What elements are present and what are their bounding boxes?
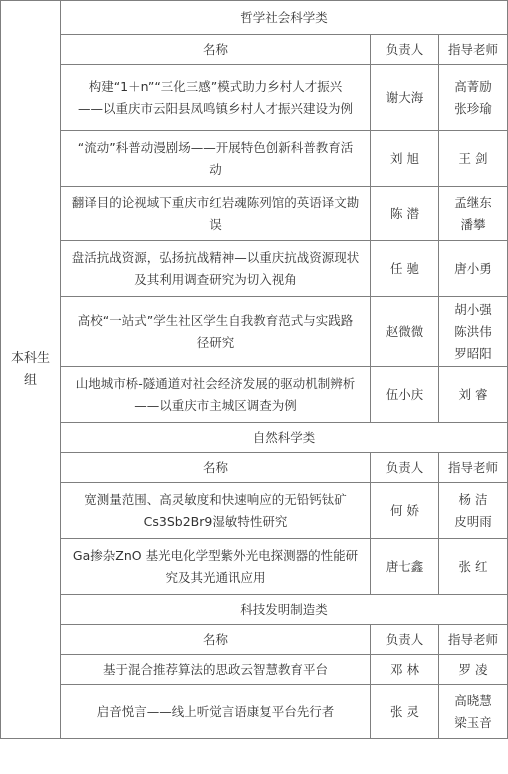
project-name-line: 构建“1＋n”“三化三感”模式助力乡村人才振兴 [88,78,343,94]
advisor-cell [439,65,508,131]
project-leader: 唐七鑫 [371,539,439,595]
table-row [1,655,508,685]
project-name-line: ——以重庆市云阳县凤鸣镇乡村人才振兴建设为例 [77,100,353,116]
section-title: 自然科学类 [61,423,508,453]
table-row [1,131,508,187]
section-title-row [1,1,508,35]
header-name: 名称 [61,625,371,655]
advisor-cell [439,655,508,685]
project-leader: 任 驰 [371,241,439,297]
advisor-cell [439,297,508,367]
section-title: 科技发明制造类 [61,595,508,625]
header-person: 负责人 [371,625,439,655]
project-name-line: ——以重庆市主城区调查为例 [134,397,297,413]
project-name-line: 高校“一站式”学生社区学生自我教育范式与实践路 [77,312,354,328]
advisor-name: 潘攀 [460,216,486,232]
project-name-cell [61,241,371,297]
header-person: 负责人 [371,453,439,483]
project-name-line: 径研究 [196,334,235,350]
section-title-row [1,595,508,625]
advisor-name: 王 剑 [458,150,488,166]
table-row [1,539,508,595]
project-name-line: 山地城市桥-隧通道对社会经济发展的驱动机制辨析 [75,375,356,391]
project-leader: 伍小庆 [371,367,439,423]
table-row [1,483,508,539]
project-name-cell [61,297,371,367]
header-name: 名称 [61,453,371,483]
project-name-cell [61,131,371,187]
header-advisor: 指导老师 [439,35,508,65]
project-name-cell [61,685,371,739]
header-person: 负责人 [371,35,439,65]
project-name-cell [61,539,371,595]
project-name-line: 误 [209,216,222,232]
advisor-name: 胡小强 [454,301,492,317]
advisor-name: 孟继东 [454,194,492,210]
section-title-row [1,423,508,453]
advisor-name: 刘 睿 [458,386,488,402]
advisor-name: 杨 洁 [458,491,488,507]
advisor-name: 高菁励 [454,78,492,94]
project-name-cell [61,655,371,685]
header-advisor: 指导老师 [439,453,508,483]
project-name-line: Cs3Sb2Br9湿敏特性研究 [143,513,288,529]
project-leader: 谢大海 [371,65,439,131]
advisor-name: 皮明雨 [454,513,492,529]
advisor-cell [439,483,508,539]
advisor-name: 罗 凌 [458,661,488,677]
table-row [1,685,508,739]
table-row [1,65,508,131]
project-name-line: “流动”科普动漫剧场——开展特色创新科普教育活 [77,139,354,155]
project-leader: 邓 林 [371,655,439,685]
advisor-name: 高晓慧 [454,692,492,708]
advisor-name: 张珍瑜 [454,100,492,116]
advisor-name: 梁玉音 [454,714,492,730]
project-name-line: 动 [209,161,222,177]
advisor-cell [439,685,508,739]
project-name-cell [61,65,371,131]
group-label-cell [1,1,61,739]
project-name-line: 盘活抗战资源，弘扬抗战精神—以重庆抗战资源现状 [71,249,360,265]
advisor-cell [439,367,508,423]
project-name-line: Ga掺杂ZnO 基光电化学型紫外光电探测器的性能研 [72,547,359,563]
group-label: 本科生组 [10,350,50,388]
advisor-cell [439,131,508,187]
advisor-name: 唐小勇 [454,260,492,276]
table-row [1,187,508,241]
table-row [1,241,508,297]
advisor-cell [439,539,508,595]
project-name-line: 启音悦言——线上听觉言语康复平台先行者 [96,703,335,719]
project-leader: 赵微微 [371,297,439,367]
advisor-name: 张 红 [458,558,488,574]
header-row [1,453,508,483]
project-name-line: 究及其光通讯应用 [165,569,266,585]
table-row [1,367,508,423]
project-name-cell [61,187,371,241]
project-name-cell [61,367,371,423]
project-name-line: 宽测量范围、高灵敏度和快速响应的无铅钙钛矿 [84,491,347,507]
advisor-cell [439,241,508,297]
project-name-line: 及其利用调查研究为切入视角 [134,271,297,287]
header-row [1,625,508,655]
project-leader: 陈 潜 [371,187,439,241]
award-table-body [1,1,508,739]
header-name: 名称 [61,35,371,65]
header-row [1,35,508,65]
project-name-line: 基于混合推荐算法的思政云智慧教育平台 [102,661,328,677]
project-name-cell [61,483,371,539]
project-leader: 何 娇 [371,483,439,539]
advisor-name: 罗昭阳 [454,345,492,361]
advisor-cell [439,187,508,241]
project-name-line: 翻译目的论视域下重庆市红岩魂陈列馆的英语译文勘 [71,194,360,210]
project-leader: 张 灵 [371,685,439,739]
header-advisor: 指导老师 [439,625,508,655]
table-row [1,297,508,367]
section-title: 哲学社会科学类 [61,1,508,35]
advisor-name: 陈洪伟 [454,323,492,339]
project-leader: 刘 旭 [371,131,439,187]
